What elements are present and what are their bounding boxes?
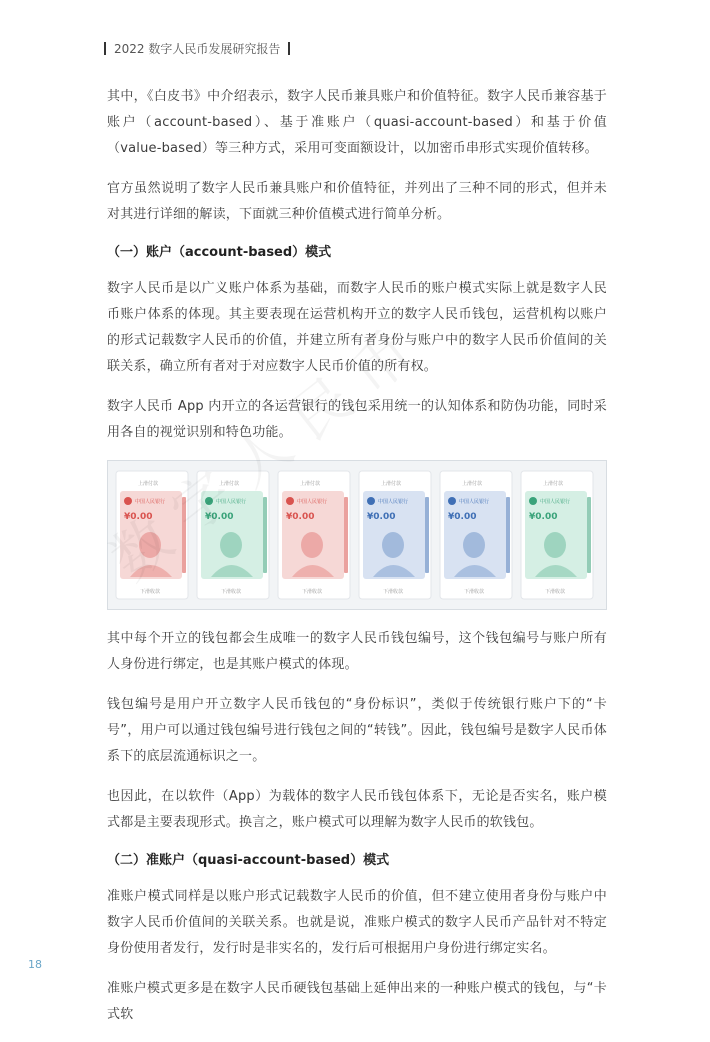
balance-value: ¥0.00 bbox=[529, 512, 558, 522]
top-label: 上滑付款 bbox=[300, 481, 321, 487]
portrait-head bbox=[220, 532, 242, 558]
portrait-head bbox=[382, 532, 404, 558]
bottom-label: 下滑收款 bbox=[545, 589, 566, 595]
emblem-icon bbox=[124, 497, 132, 505]
paragraph: 官方虽然说明了数字人民币兼具账户和价值特征，并列出了三种不同的形式，但并未对其进行详细的解读，下面就三种价值模式进行简单分析。 bbox=[107, 181, 607, 222]
wallet-card-edge bbox=[182, 497, 186, 573]
section-heading: （一）账户（account-based）模式 bbox=[107, 245, 332, 260]
wallet-cards-illustration bbox=[108, 461, 606, 609]
emblem-icon bbox=[448, 497, 456, 505]
card-header: 中国人民银行 bbox=[540, 499, 571, 505]
paragraph: 钱包编号是用户开立数字人民币钱包的“身份标识”，类似于传统银行账户下的“卡号”，用户可以通过钱包编号进行钱包之间的“转钱”。因此，钱包编号是数字人民币体系下的底层流通标识之一。 bbox=[107, 697, 607, 764]
wallet-cards-figure bbox=[107, 460, 607, 610]
balance-value: ¥0.00 bbox=[367, 512, 396, 522]
paragraph: 其中，《白皮书》中介绍表示，数字人民币兼具账户和价值特征。数字人民币兼容基于账户（account-based）、基于准账户（quasi-account-based）和基于价值（value-based）等三种方式，采用可变面额设计，以加密币串形式实现价值转移。 bbox=[107, 89, 607, 156]
portrait-head bbox=[139, 532, 161, 558]
top-label: 上滑付款 bbox=[138, 481, 159, 487]
balance-value: ¥0.00 bbox=[448, 512, 477, 522]
wallet-card-edge bbox=[506, 497, 510, 573]
running-header bbox=[104, 40, 290, 57]
page-number: 18 bbox=[28, 958, 42, 971]
wallet-card bbox=[440, 471, 512, 599]
portrait-head bbox=[544, 532, 566, 558]
wallet-card bbox=[278, 471, 350, 599]
card-header: 中国人民银行 bbox=[378, 499, 409, 505]
header-divider-right bbox=[288, 42, 290, 55]
wallet-card-edge bbox=[344, 497, 348, 573]
bottom-label: 下滑收款 bbox=[464, 589, 485, 595]
paragraph: 数字人民币 App 内开立的各运营银行的钱包采用统一的认知体系和防伪功能，同时采用各自的视觉识别和特色功能。 bbox=[107, 399, 607, 440]
balance-value: ¥0.00 bbox=[205, 512, 234, 522]
card-header: 中国人民银行 bbox=[135, 499, 166, 505]
card-header: 中国人民银行 bbox=[216, 499, 247, 505]
bottom-label: 下滑收款 bbox=[221, 589, 242, 595]
portrait-head bbox=[301, 532, 323, 558]
bottom-label: 下滑收款 bbox=[140, 589, 161, 595]
card-header: 中国人民银行 bbox=[297, 499, 328, 505]
top-label: 上滑付款 bbox=[219, 481, 240, 487]
wallet-card-edge bbox=[587, 497, 591, 573]
top-label: 上滑付款 bbox=[543, 481, 564, 487]
section-heading: （二）准账户（quasi-account-based）模式 bbox=[107, 853, 390, 868]
wallet-card bbox=[521, 471, 593, 599]
top-label: 上滑付款 bbox=[381, 481, 402, 487]
header-title: 2022 数字人民币发展研究报告 bbox=[114, 42, 281, 56]
bottom-label: 下滑收款 bbox=[302, 589, 323, 595]
paragraph: 其中每个开立的钱包都会生成唯一的数字人民币钱包编号，这个钱包编号与账户所有人身份进行绑定，也是其账户模式的体现。 bbox=[107, 631, 607, 672]
paragraph: 也因此，在以软件（App）为载体的数字人民币钱包体系下，无论是否实名，账户模式都是主要表现形式。换言之，账户模式可以理解为数字人民币的软钱包。 bbox=[107, 789, 607, 830]
emblem-icon bbox=[367, 497, 375, 505]
wallet-card bbox=[359, 471, 431, 599]
wallet-card bbox=[116, 471, 188, 599]
balance-value: ¥0.00 bbox=[286, 512, 315, 522]
paragraph: 准账户模式更多是在数字人民币硬钱包基础上延伸出来的一种账户模式的钱包，与“卡式软 bbox=[107, 981, 607, 1022]
card-header: 中国人民银行 bbox=[459, 499, 490, 505]
header-divider-left bbox=[104, 42, 106, 55]
balance-value: ¥0.00 bbox=[124, 512, 153, 522]
portrait-head bbox=[463, 532, 485, 558]
wallet-card-edge bbox=[425, 497, 429, 573]
page-body bbox=[107, 84, 607, 1042]
bottom-label: 下滑收款 bbox=[383, 589, 404, 595]
paragraph: 数字人民币是以广义账户体系为基础，而数字人民币的账户模式实际上就是数字人民币账户体系的体现。其主要表现在运营机构开立的数字人民币钱包，运营机构以账户的形式记载数字人民币的价值，并建立所有者身份与账户中的数字人民币价值间的关联关系，确立所有者对于对应数字人民币价值的所有权。 bbox=[107, 281, 607, 374]
emblem-icon bbox=[205, 497, 213, 505]
emblem-icon bbox=[286, 497, 294, 505]
paragraph: 准账户模式同样是以账户形式记载数字人民币的价值，但不建立使用者身份与账户中数字人民币价值间的关联关系。也就是说，准账户模式的数字人民币产品针对不特定身份使用者发行，发行时是非实名的，发行后可根据用户身份进行绑定实名。 bbox=[107, 889, 607, 956]
emblem-icon bbox=[529, 497, 537, 505]
wallet-card-edge bbox=[263, 497, 267, 573]
top-label: 上滑付款 bbox=[462, 481, 483, 487]
wallet-card bbox=[197, 471, 269, 599]
